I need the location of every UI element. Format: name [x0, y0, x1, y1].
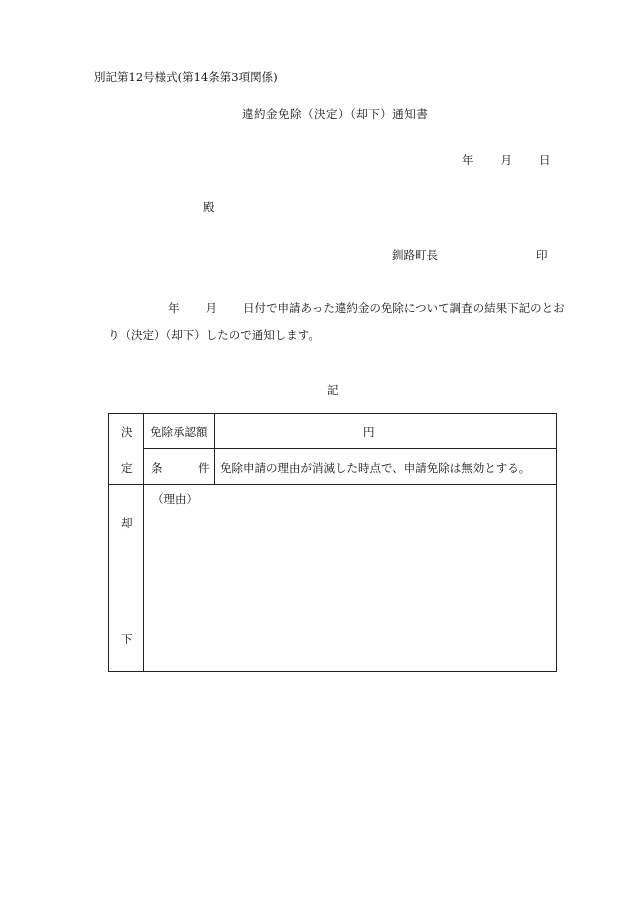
table-divider-first-column — [143, 414, 144, 671]
seal-mark: 印 — [536, 248, 548, 262]
date-year-label: 年 — [462, 153, 474, 167]
rejection-char-2: 下 — [121, 632, 133, 646]
table-divider-row-2 — [109, 484, 556, 485]
body-line-2: り（決定）（却下）したので通知します。 — [108, 328, 320, 342]
date-day-label: 日 — [539, 153, 551, 167]
decision-table — [108, 413, 557, 672]
addressee-honorific: 殿 — [203, 200, 215, 214]
body-month-label: 月 — [205, 301, 217, 315]
form-reference: 別記第12号様式(第14条第3項関係) — [94, 70, 278, 84]
date-line — [462, 152, 551, 168]
reason-label: （理由） — [152, 492, 198, 506]
document-title: 違約金免除（決定）（却下）通知書 — [242, 107, 429, 121]
table-divider-label-column — [214, 414, 215, 484]
sender-title: 釧路町長 — [392, 248, 438, 262]
table-divider-row-1 — [143, 448, 556, 449]
condition-label-char-1: 条 — [151, 461, 163, 475]
amount-unit: 円 — [363, 425, 375, 439]
ki-label: 記 — [327, 383, 339, 397]
body-line-1 — [168, 300, 565, 316]
body-year-label: 年 — [168, 301, 180, 315]
condition-text: 免除申請の理由が消滅した時点で、申請免除は無効とする。 — [220, 461, 531, 475]
body-line-1-text: 日付で申請あった違約金の免除について調査の結果下記のとお — [243, 301, 565, 315]
rejection-char-1: 却 — [121, 516, 133, 530]
decision-char-2: 定 — [121, 461, 133, 475]
condition-label-char-2: 件 — [198, 461, 210, 475]
decision-char-1: 決 — [121, 425, 133, 439]
date-month-label: 月 — [500, 153, 512, 167]
amount-label: 免除承認額 — [150, 425, 208, 439]
